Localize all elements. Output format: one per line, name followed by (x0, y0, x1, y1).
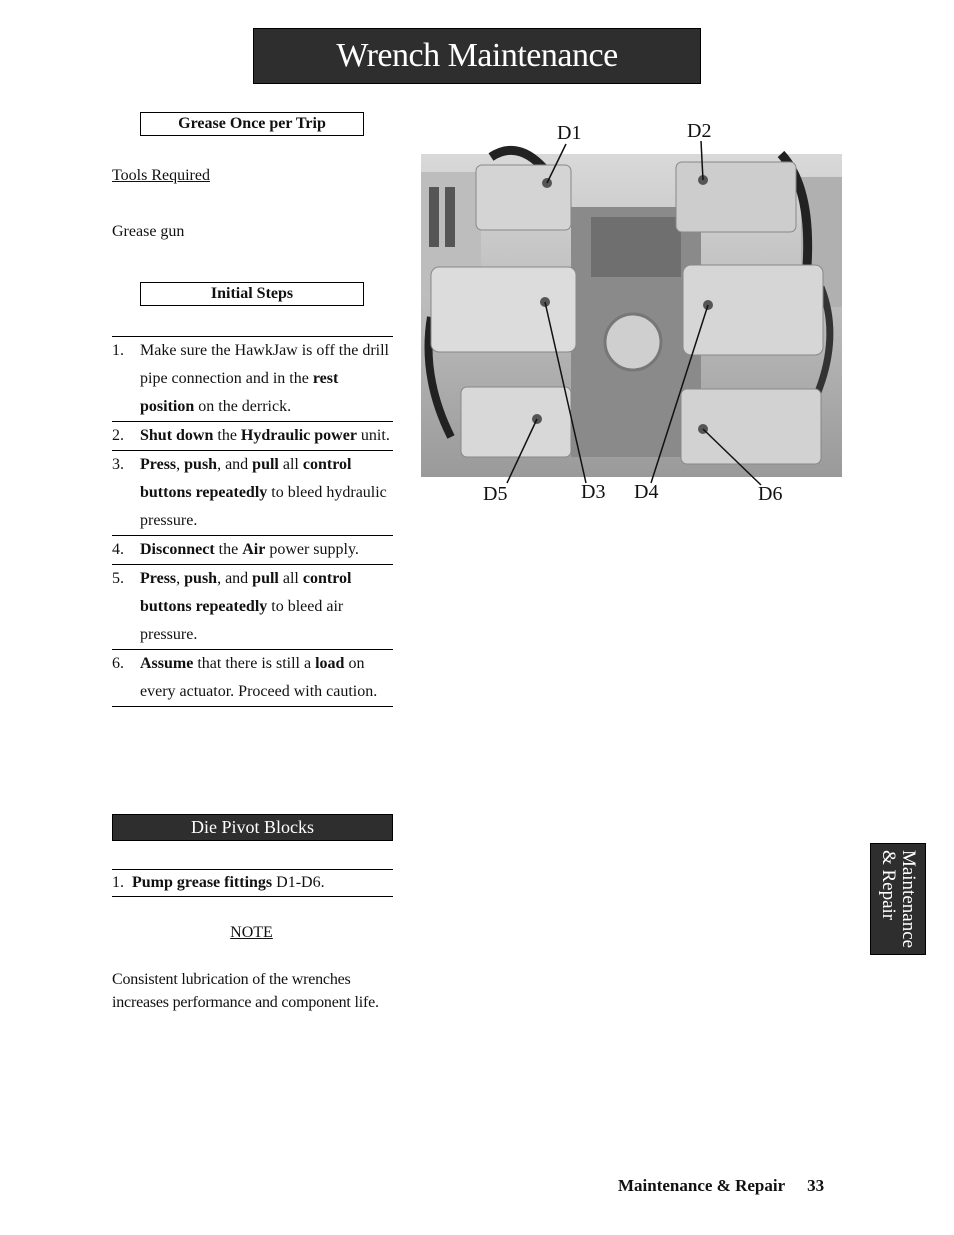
step-detail: D1-D6. (272, 874, 325, 891)
step-emphasis: Assume (140, 655, 194, 672)
step-number: 1. (112, 874, 124, 891)
step-text (140, 422, 393, 450)
section-side-tab (870, 843, 926, 955)
grease-frequency-heading: Grease Once per Trip (140, 112, 364, 136)
callout-d1: D1 (557, 122, 582, 144)
wrench-photo (421, 117, 842, 512)
step-fragment: that there is still a (193, 655, 316, 672)
callout-d5: D5 (483, 483, 508, 505)
step-item (112, 649, 393, 707)
step-emphasis: control buttons repeatedly (140, 456, 352, 501)
step-item (112, 450, 393, 535)
step-item (112, 535, 393, 564)
callout-d6: D6 (758, 483, 783, 505)
step-number: 5. (112, 570, 124, 587)
step-number: 3. (112, 456, 124, 473)
step-fragment: all (278, 456, 303, 473)
step-number: 4. (112, 541, 124, 558)
tool-item: Grease gun (112, 223, 185, 240)
step-number: 2. (112, 427, 124, 444)
step-item (112, 336, 393, 421)
step-text (140, 536, 393, 564)
step-fragment: , and (217, 456, 253, 473)
step-emphasis: Press (140, 456, 177, 473)
step-emphasis: pull (252, 570, 279, 587)
step-emphasis: pull (252, 456, 279, 473)
step-emphasis: control buttons repeatedly (140, 570, 352, 615)
side-tab-line2: & Repair (878, 849, 899, 921)
step-emphasis: rest position (140, 370, 339, 415)
note-label: NOTE (230, 924, 273, 941)
note-text: Consistent lubrication of the wrenches increases performance and component life. (112, 971, 379, 1011)
step-emphasis: Press (140, 570, 177, 587)
step-emphasis: Disconnect (140, 541, 215, 558)
step-text (140, 650, 393, 706)
callout-d4: D4 (634, 481, 659, 503)
step-emphasis: load (315, 655, 345, 672)
step-emphasis: push (184, 456, 218, 473)
tools-required-label: Tools Required (112, 167, 210, 184)
step-fragment: unit. (356, 427, 390, 444)
wrench-photo-illustration (421, 117, 842, 512)
step-fragment: all (278, 570, 303, 587)
step-number: 6. (112, 655, 124, 672)
callout-d2: D2 (687, 120, 712, 142)
step-fragment: on every actuator. Proceed with caution. (140, 655, 378, 700)
step-fragment: the (214, 541, 243, 558)
step-fragment: the (213, 427, 241, 444)
step-emphasis: push (184, 570, 218, 587)
step-item (112, 421, 393, 450)
step-text (140, 565, 393, 649)
step-text (140, 451, 393, 535)
initial-steps-heading: Initial Steps (140, 282, 364, 306)
pump-grease-step (112, 869, 393, 897)
step-text (140, 337, 393, 421)
section-heading: Die Pivot Blocks (112, 814, 393, 841)
step-fragment: Make sure the HawkJaw is off the drill pipe connection and in the (140, 342, 389, 387)
footer-section: Maintenance & Repair (618, 1176, 786, 1195)
step-emphasis: Shut down (140, 427, 214, 444)
page-number: 33 (807, 1176, 825, 1195)
step-fragment: , (176, 570, 185, 587)
step-emphasis: Air (242, 541, 266, 558)
step-item (112, 564, 393, 649)
step-fragment: on the derrick. (194, 398, 292, 415)
initial-steps-list (112, 336, 393, 707)
step-action: Pump grease fittings (132, 874, 273, 891)
side-tab-line1: Maintenance (898, 849, 919, 949)
step-fragment: power supply. (265, 541, 359, 558)
page-footer (618, 1176, 824, 1196)
page-title: Wrench Maintenance (253, 28, 701, 84)
callout-d3: D3 (581, 481, 606, 503)
step-fragment: , and (217, 570, 253, 587)
step-fragment: to bleed hydraulic pressure. (140, 484, 387, 529)
step-fragment: to bleed air pressure. (140, 598, 344, 643)
step-emphasis: Hydraulic power (240, 427, 357, 444)
step-number: 1. (112, 342, 124, 359)
step-fragment: , (176, 456, 185, 473)
